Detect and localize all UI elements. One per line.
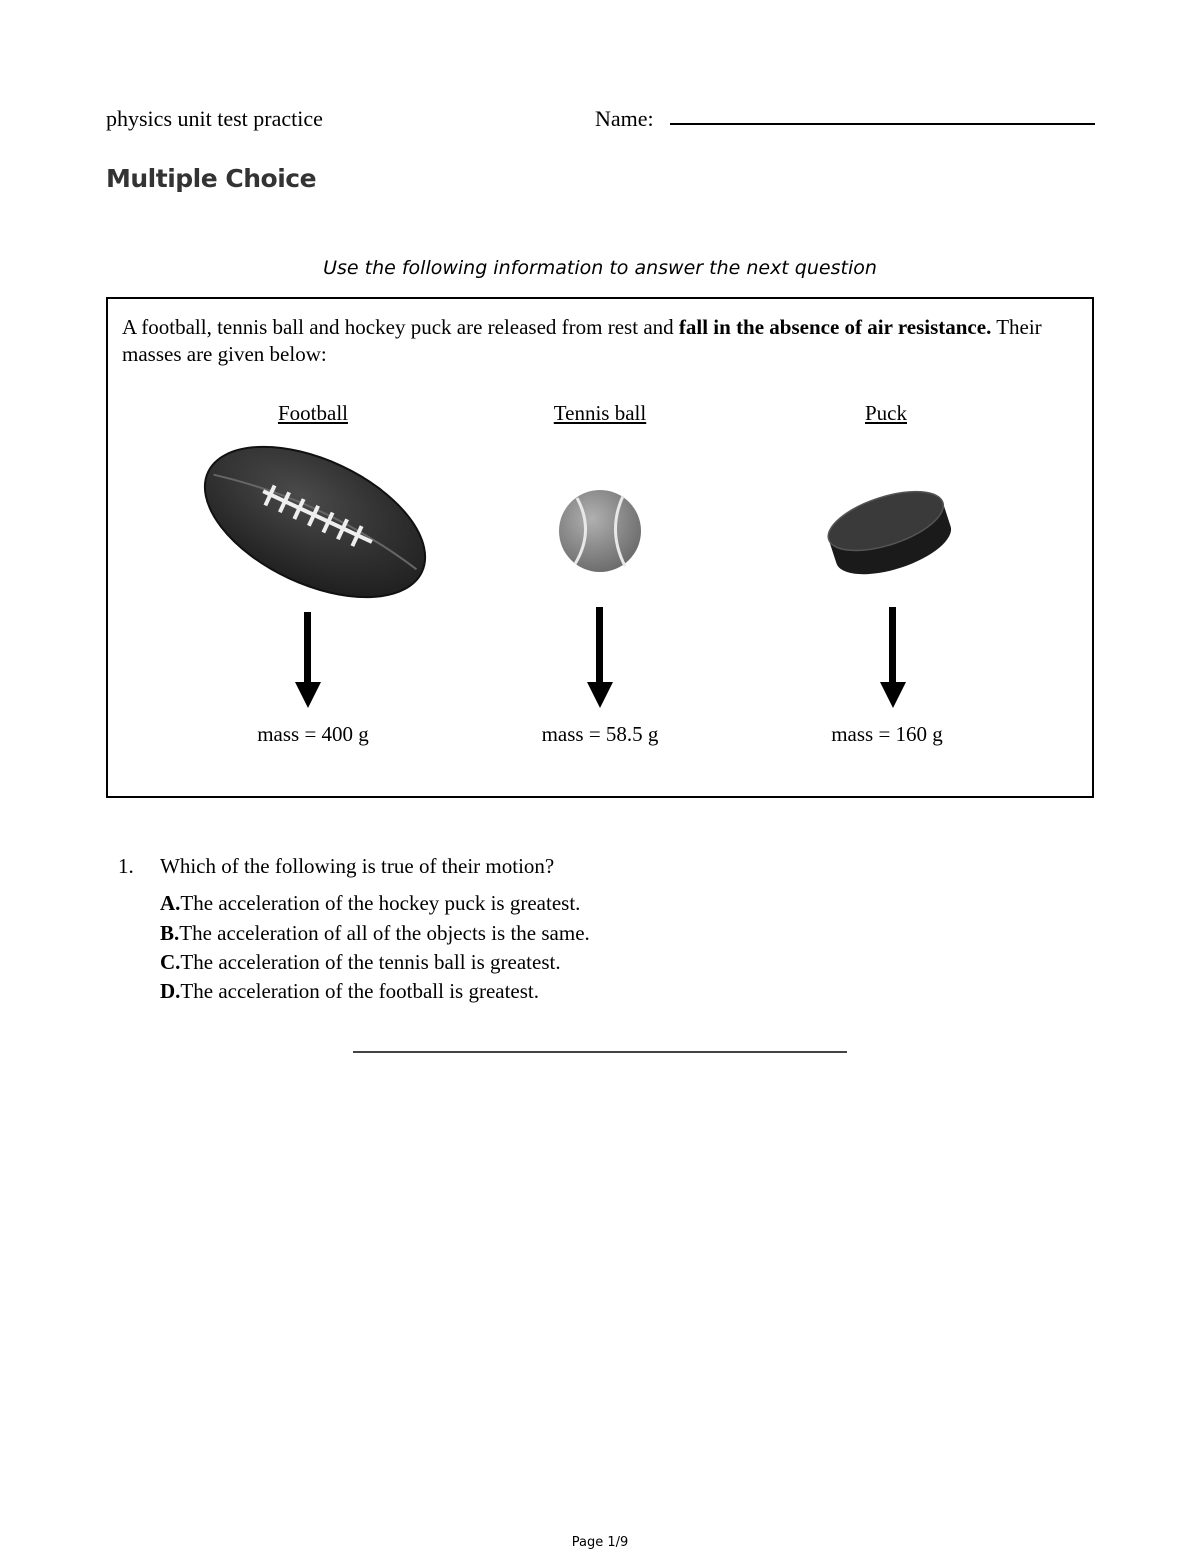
object-label-tennis-ball: Tennis ball [553, 401, 647, 425]
football-icon [195, 440, 435, 605]
tennis-ball-icon [555, 486, 645, 576]
mass-puck: mass = 160 g [831, 722, 943, 746]
mass-football: mass = 400 g [257, 722, 369, 746]
separator-line [353, 1051, 847, 1053]
choice-d[interactable]: D.The acceleration of the football is greatest. [160, 979, 540, 1003]
down-arrow-icon [593, 607, 613, 708]
mass-tennis-ball: mass = 58.5 g [541, 722, 659, 746]
hockey-puck-icon [820, 476, 955, 581]
object-label-puck: Puck [865, 401, 907, 425]
choice-c[interactable]: C.The acceleration of the tennis ball is greatest. [160, 950, 561, 974]
down-arrow-icon [886, 607, 906, 708]
section-title: Multiple Choice [106, 164, 317, 193]
info-text: A football, tennis ball and hockey puck are released from rest and fall in the absence of air resistance. Their masses are given below: [122, 315, 1042, 366]
name-label: Name: [595, 106, 654, 131]
choice-a[interactable]: A.The acceleration of the hockey puck is greatest. [160, 891, 581, 915]
name-blank-line [670, 123, 1095, 125]
question-number: 1. [118, 854, 134, 878]
question-text: Which of the following is true of their motion? [160, 854, 555, 878]
course-title: physics unit test practice [106, 106, 323, 131]
down-arrow-icon [301, 612, 321, 708]
choice-b[interactable]: B.The acceleration of all of the objects is the same. [160, 921, 590, 945]
object-label-football: Football [277, 401, 348, 425]
page-number: Page 1/9 [571, 1535, 629, 1550]
instruction-text: Use the following information to answer the next question [323, 257, 877, 279]
